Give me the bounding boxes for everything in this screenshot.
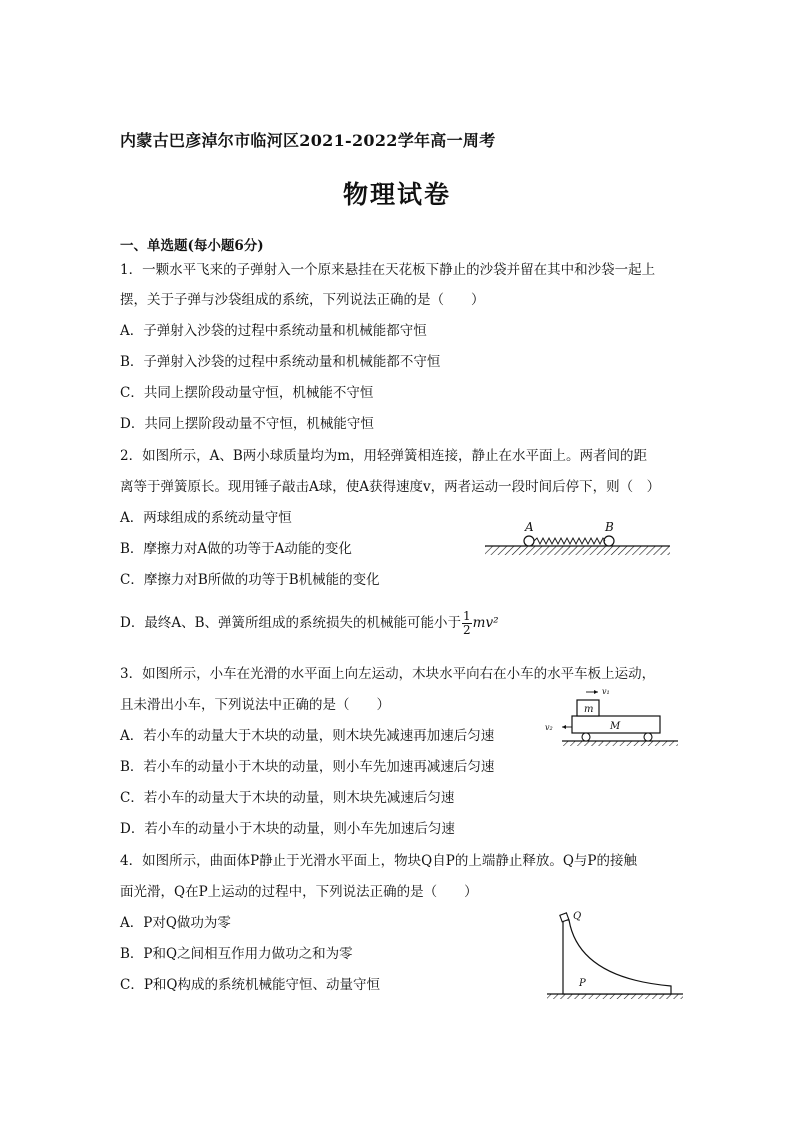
label-v2: v₂ <box>545 723 553 732</box>
cart-wheel-right <box>644 733 652 741</box>
spring <box>534 538 605 544</box>
page-title: 物理试卷 <box>342 180 451 209</box>
label-m: m <box>584 704 594 715</box>
cart-wheel-left <box>582 733 590 741</box>
q1-option-a: A．子弹射入沙袋的过程中系统动量和机械能都守恒 <box>120 323 427 339</box>
q2-option-d <box>120 610 498 637</box>
q2-figure <box>485 518 670 558</box>
q3-figure <box>540 684 680 746</box>
q2-stem-line2: 离等于弹簧原长。现用锤子敲击A球，使A获得速度v，两者运动一段时间后停下，则（ ） <box>120 479 661 495</box>
fraction-one-half <box>462 610 472 637</box>
ball-b <box>604 536 614 546</box>
fraction-numerator: 1 <box>463 609 471 623</box>
q1-stem-line2: 摆，关于子弹与沙袋组成的系统，下列说法正确的是（ ） <box>120 292 485 308</box>
fraction-denominator: 2 <box>463 623 471 637</box>
q2-option-d-expression: mv² <box>472 615 499 631</box>
q1-option-d: D．共同上摆阶段动量不守恒，机械能守恒 <box>120 416 374 432</box>
exam-header: 内蒙古巴彦淖尔市临河区2021-2022学年高一周考 <box>120 131 496 150</box>
q1-option-c: C．共同上摆阶段动量守恒，机械能不守恒 <box>120 385 374 401</box>
q4-stem-line2: 面光滑，Q在P上运动的过程中，下列说法正确的是（ ） <box>120 884 478 900</box>
q1-option-b: B．子弹射入沙袋的过程中系统动量和机械能都不守恒 <box>120 354 441 370</box>
q3-stem-line1: 3．如图所示，小车在光滑的水平面上向左运动，木块水平向右在小车的水平车板上运动， <box>120 666 656 682</box>
label-b: B <box>605 520 614 534</box>
q1-stem-line1: 1．一颗水平飞来的子弹射入一个原来悬挂在天花板下静止的沙袋并留在其中和沙袋一起上 <box>120 262 656 278</box>
q3-option-b: B．若小车的动量小于木块的动量，则小车先加速再减速后匀速 <box>120 759 495 775</box>
q2-option-d-text: D．最终A、B、弹簧所组成的系统损失的机械能可能小于 <box>120 615 461 631</box>
ground-hatch <box>562 741 678 746</box>
label-q: Q <box>573 911 582 922</box>
q3-stem-line2: 且未滑出小车，下列说法中正确的是（ ） <box>120 697 390 713</box>
ground-hatch <box>485 546 670 555</box>
arrowhead-v2-icon <box>562 725 566 729</box>
q4-figure <box>545 908 685 1000</box>
arrowhead-v1-icon <box>594 690 598 694</box>
q3-option-c: C．若小车的动量大于木块的动量，则木块先减速后匀速 <box>120 790 455 806</box>
label-a: A <box>525 520 534 534</box>
label-v1: v₁ <box>602 687 610 696</box>
q4-stem-line1: 4．如图所示，曲面体P静止于光滑水平面上，物块Q自P的上端静止释放。Q与P的接触 <box>120 853 637 869</box>
q2-option-b: B．摩擦力对A做的功等于A动能的变化 <box>120 541 352 557</box>
q2-option-c: C．摩擦力对B所做的功等于B机械能的变化 <box>120 572 380 588</box>
label-big-m: M <box>610 721 621 732</box>
q3-option-d: D．若小车的动量小于木块的动量，则小车先加速后匀速 <box>120 821 455 837</box>
q4-option-b: B．P和Q之间相互作用力做功之和为零 <box>120 946 353 962</box>
ground-hatch <box>547 994 683 999</box>
section-heading: 一、单选题(每小题6分) <box>120 238 264 254</box>
q2-stem-line1: 2．如图所示，A、B两小球质量均为m，用轻弹簧相连接，静止在水平面上。两者间的距 <box>120 448 648 464</box>
q4-option-a: A．P对Q做功为零 <box>120 915 231 931</box>
q2-option-a: A．两球组成的系统动量守恒 <box>120 510 292 526</box>
block-q <box>560 913 569 922</box>
label-p: P <box>579 978 586 989</box>
ball-a <box>524 536 534 546</box>
q3-option-a: A．若小车的动量大于木块的动量，则木块先减速再加速后匀速 <box>120 728 495 744</box>
q4-option-c: C．P和Q构成的系统机械能守恒、动量守恒 <box>120 977 380 993</box>
